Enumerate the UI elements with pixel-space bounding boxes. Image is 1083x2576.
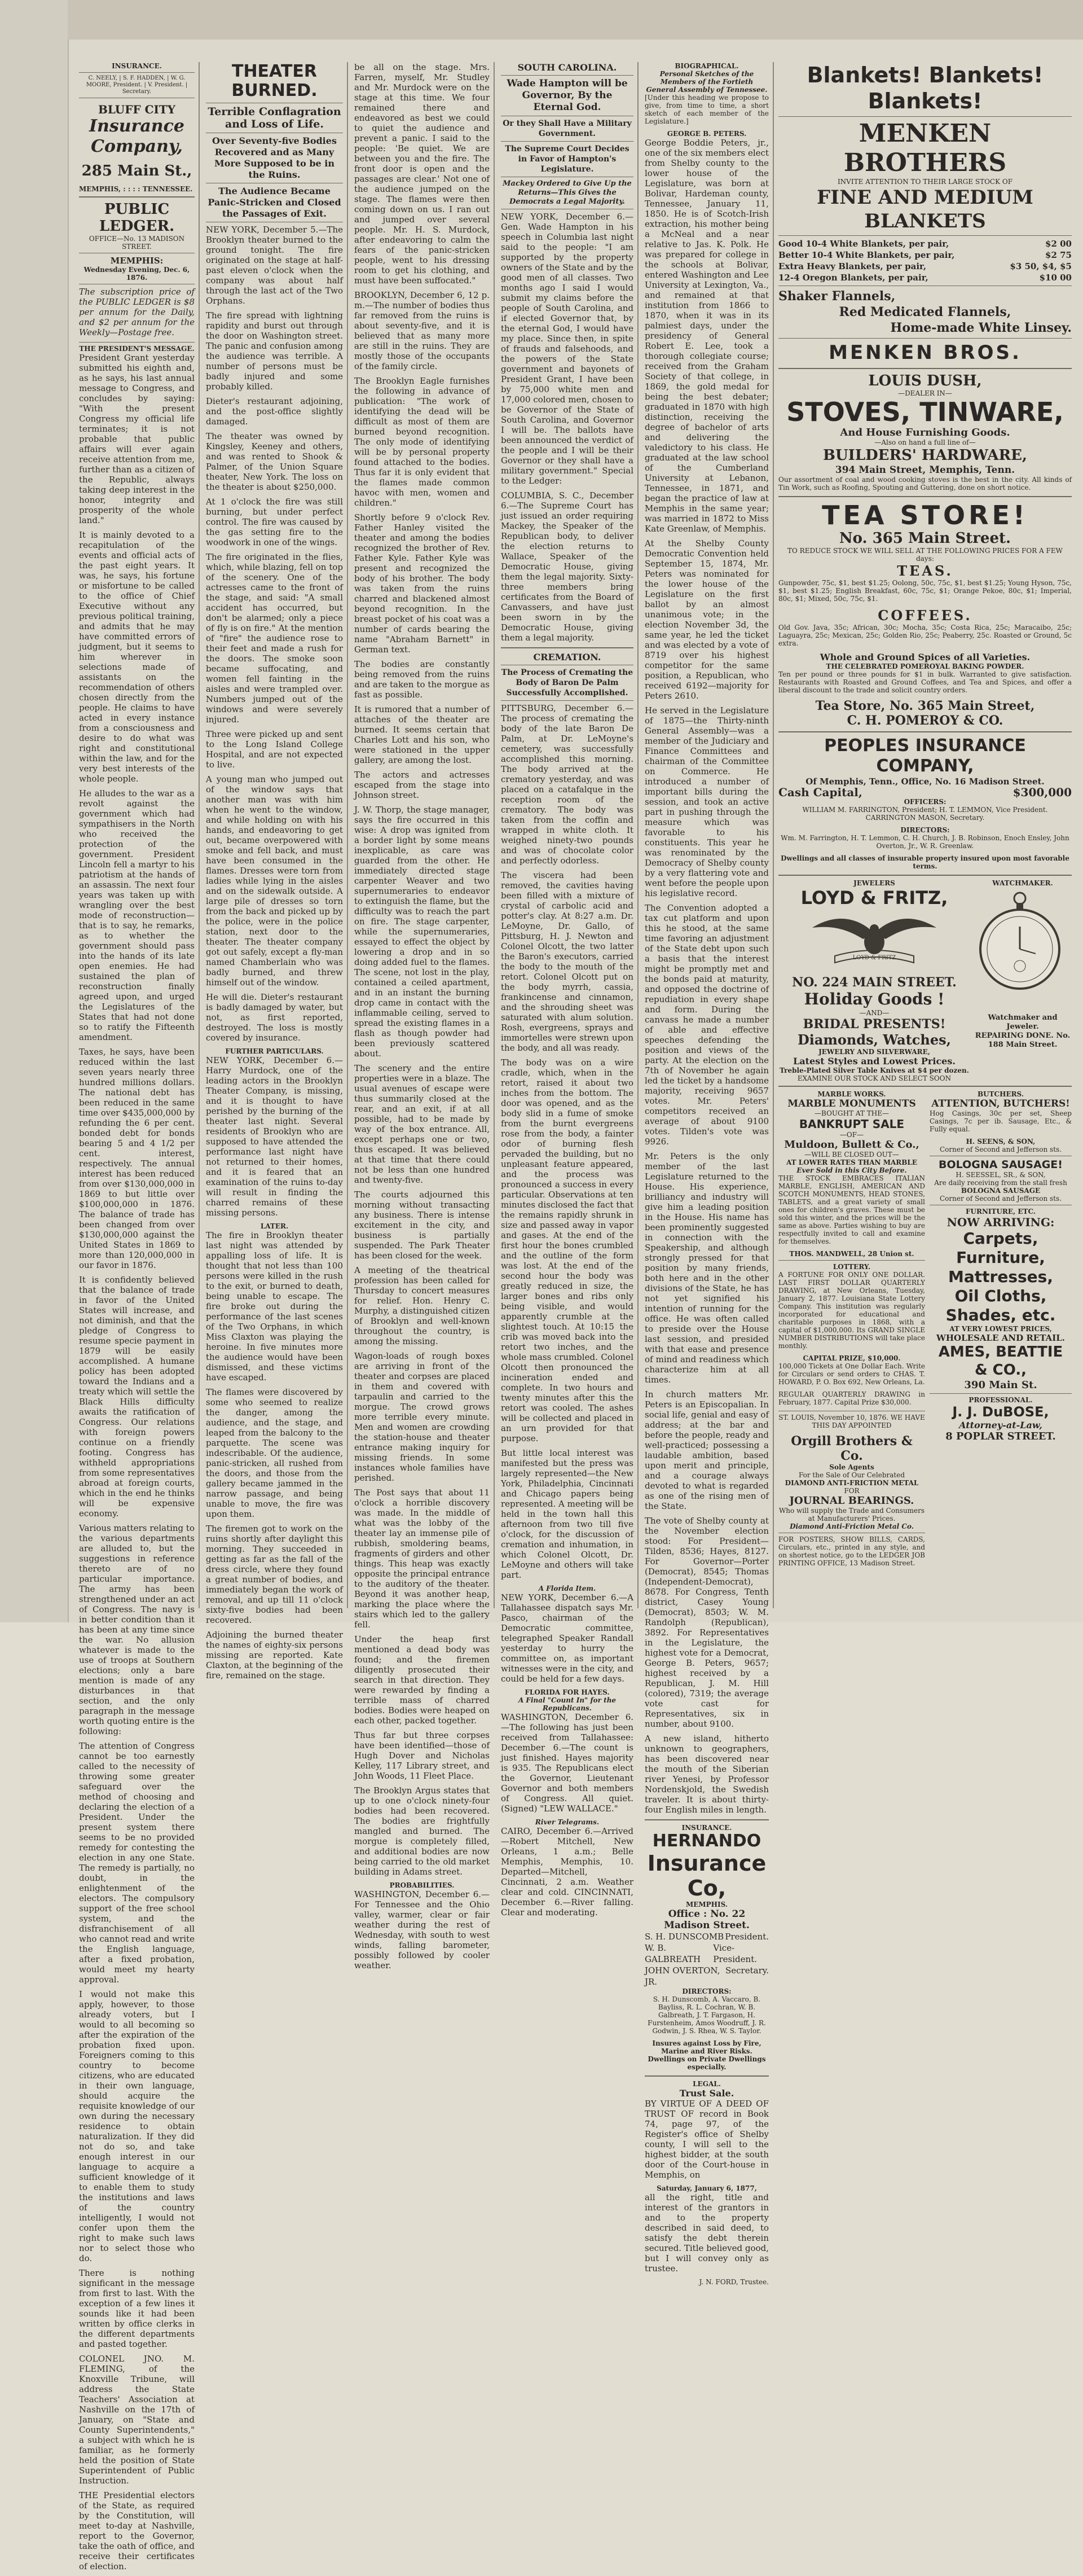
- deck: Or they Shall Have a Military Government.: [503, 119, 632, 138]
- subheading: FURTHER PARTICULARS.: [225, 1047, 324, 1055]
- column-rule: [347, 62, 348, 1608]
- price-row: Extra Heavy Blankets, per pair, $3 50, $4, $5: [778, 261, 1072, 271]
- paragraph: He alludes to the war as a revolt against the government which had sympathisers in the North who received the protection of the government. President Lincoln fell a martyr to his patriotism at the hands of an assassin. The next four years was taken up with wrangling over the best mode of reconstruction—that is to say, he remarks, as to whether the government should pass into the hands of its late open enemies. He had sustained the plan of reconstruction finally agreed upon, and urged the Legislatures of the States that had not done so to ratify the Fifteenth amendment.: [79, 788, 195, 1042]
- ad-category: BUTCHERS.: [978, 1090, 1024, 1098]
- ad-subhead: TEAS.: [897, 563, 953, 579]
- signature: J. N. FORD, Trustee.: [699, 2278, 769, 2286]
- company-line-2: Insurance Company,: [89, 116, 184, 156]
- paragraph: The courts adjourned this morning without transacting any business. There is intense excitement in the city, and business is partially suspended. The Park Theater has been closed for the week.: [354, 1190, 490, 1261]
- ad-line: Shaker Flannels,: [778, 289, 896, 304]
- ad-line: BRIDAL PRESENTS!: [803, 1017, 946, 1032]
- ad-address: Of Memphis, Tenn., Office, No. 16 Madison Street.: [805, 776, 1045, 787]
- paragraph: It is mainly devoted to a recapitulation of the events and official acts of the past eight years. It was, he says, his fortune or misfortune to be called to the office of Chief Executive without any previous political training, and admits that he may have committed errors of judgment, but it seems to him wherever in selections made of assistants on the recommendation of others chosen directly from the people. He claims to have acted in every instance from a consciousness and desire to do what was right and constitutional within the law, and for the very best interests of the whole people.: [79, 530, 195, 784]
- paragraph: Under the heap first mentioned a dead body was found; and the firemen diligently prosecuted their search in that direction. They were rewarded by finding a terrible mass of charred bodies. Bodies were heaped on each other, packed together.: [354, 1634, 490, 1726]
- paragraph: Three were picked up and sent to the Long Island College Hospital, and are not expected to live.: [206, 729, 343, 770]
- paragraph: At 1 o'clock the fire was still burning, but under perfect control. The fire was caused by the gas setting fire to the woodwork in one of the wings.: [206, 497, 343, 547]
- paragraph: WASHINGTON, December 6.—The following has just been received from Tallahassee: December 6.—The count is just finished. Hayes majority is 935. The Republicans elect the Governor, Lieutenant Governor and both members of Congress. All quiet. (Signed) "LEW WALLACE.": [501, 1712, 633, 1814]
- ad-line: JOURNAL BEARINGS.: [789, 1495, 914, 1507]
- loyd-fritz-ad: [778, 879, 970, 1082]
- ad-line: INVITE ATTENTION TO THEIR LARGE STOCK OF: [837, 178, 1013, 186]
- column-4: [501, 62, 633, 1917]
- paragraph: NEW YORK, December 6.—Gen. Wade Hampton in his speech in Columbia last night said to the people: "I am supported by the property owners of the State and by the good men of all classes. Two months ago I said I would submit my claims before the people of South Carolina, and if elected Governor that, by the eternal God, I would have my place. Since then, in spite of frauds and falsehoods, and the powers of the State government and bayonets of President Grant, I have been by 75,000 white men and 17,000 colored men, chosen to be Governor of the State of South Carolina, and Governor I will be. The ballots have been announced the verdict of the people and I will be their Governor or they shall have a military government." Special to the Ledger:: [501, 212, 633, 486]
- ad-category: PROFESSIONAL.: [968, 1396, 1033, 1404]
- ad-line: ATTENTION, BUTCHERS!: [931, 1098, 1070, 1109]
- subscription-note: The subscription price of the PUBLIC LEDGER is $8 per annum for the Daily, and $2 per annum for the Weekly—Postage free.: [79, 287, 195, 337]
- ad-line: EXAMINE OUR STOCK AND SELECT SOON: [797, 1074, 952, 1082]
- paragraph: Taxes, he says, have been reduced within the last seven years nearly three hundred millions dollars. The national debt has been reduced in the same time over $435,000,000 by refunding the 6 per cent. bonded debt for bonds bearing 5 and 4 1/2 per cent. interest, respectively. The annual interest has been reduced from over $130,000,000 in 1869 to but little over $100,000,000 in 1876. The balance of trade has been changed from over $130,000,000 against the United States in 1869 to more than 120,000,000 in our favor in 1876.: [79, 1047, 195, 1270]
- ad-subhead: COFFEES.: [878, 607, 972, 624]
- paragraph: Thus far but three corpses have been identified—those of Hugh Dover and Nicholas Kelley, 117 Library street, and John Woods, 11 Fleet Place.: [354, 1730, 490, 1781]
- lower-ads-right: [930, 1090, 1072, 1572]
- ad-note: 100,000 Tickets at One Dollar Each. Write for Circulars or send orders to CHAS. T. HOWARD, P. O. Box 692, New Orleans, La.: [778, 1362, 925, 1386]
- ad-address: THOS. MANDWELL, 28 Union st.: [789, 1250, 914, 1258]
- ad-merchant: MENKEN BROTHERS: [843, 119, 1007, 177]
- subheading: River Telegrams.: [535, 1818, 600, 1826]
- headline: THEATER BURNED.: [231, 62, 318, 100]
- subheading: A Florida Item.: [538, 1585, 596, 1592]
- paragraph: The Brooklyn Eagle furnishes the following in advance of publication: "The work of identifying the dead will be difficult as most of them are burned beyond recognition. The only mode of identifying will be by personal property found attached to the bodies. Thus far it is only evident that the flames made common havoc with men, women and children.": [354, 376, 490, 508]
- ad-note: Old Gov. Java, 35c; African, 30c; Mocha, 35c; Costa Rica, 25c; Maracaibo, 25c; Laguayra, 25c; Mexican, 25c; Golden Rio, 25c; Peaberry, 25c. Roasted or Ground, 5c extra.: [778, 624, 1072, 647]
- paragraph: The Brooklyn Argus states that up to one o'clock ninety-four bodies had been recovered. The bodies are frightfully mangled and burned. The morgue is completely filled, and additional bodies are now being carried to the old market building in Adams street.: [354, 1785, 490, 1877]
- column-rule: [494, 62, 495, 1608]
- ad-line: Oil Cloths,: [954, 1287, 1047, 1305]
- paragraph: Dieter's restaurant adjoining, and the post-office slightly damaged.: [206, 396, 343, 427]
- paragraph: It is rumored that a number of attaches of the theater are burned. It seems certain that Charles Lott and his son, who were stationed in the upper gallery, are among the lost.: [354, 704, 490, 765]
- ad-line: THE CELEBRATED POMEROYAL BAKING POWDER.: [826, 662, 1024, 670]
- ad-line: TO REDUCE STOCK WE WILL SELL AT THE FOLLOWING PRICES FOR A FEW days:: [787, 547, 1063, 563]
- ad-line: Treble-Plated Silver Table Knives at $4 per dozen.: [780, 1067, 969, 1074]
- watchmaker-line: Watchmaker and Jeweler.: [988, 1013, 1058, 1031]
- dateline-city: MEMPHIS:: [110, 256, 164, 266]
- paragraph: Adjoining the burned theater the names of eighty-six persons missing are reported. Kate Claxton, at the beginning of the fire, remained on the stage.: [206, 1630, 343, 1680]
- paragraph: President Grant yesterday submitted his eighth and, as he says, his last annual message to Congress, and concludes by saying: "With the present Congress my official life terminates; it is not probable that public affairs will ever again receive attention from me, further than as a citizen of the Republic, always taking deep interest in the honor, integrity and prosperity of the whole land.": [79, 353, 195, 525]
- company-city: MEMPHIS, : : : : TENNESSEE.: [79, 185, 193, 193]
- ad-line: FOR: [844, 1487, 860, 1495]
- ad-line: Red Medicated Flannels,: [839, 305, 1011, 319]
- ad-address: Corner of Second and Jefferson sts.: [939, 1195, 1062, 1203]
- officer-row: JOHN OVERTON, JR. Secretary.: [645, 1965, 769, 1987]
- ad-merchant: MENKEN BROS.: [829, 341, 1022, 364]
- ad-category: FURNITURE, ETC.: [965, 1208, 1036, 1215]
- column-rule: [637, 62, 639, 1608]
- paragraph: PITTSBURG, December 6.—The process of cremating the body of the late Baron De Palm, at Dr. LeMoyne's cemetery, was successfully accomplished this morning. The body arrived at the crematory yesterday, and was placed on a catafalque in the reception room of the crematory. The body was taken from the coffin and wrapped in white cloth. It weighed ninety-two pounds and was of chocolate color and perfectly odorless.: [501, 703, 633, 866]
- deck: The Process of Cremating the Body of Baron De Palm Successfully Accomplished.: [501, 668, 633, 697]
- paragraph: Shortly before 9 o'clock Rev. Father Hanley visited the theater and among the bodies recognized the brother of Rev. Father Kyle. Father Kyle was present and recognized the body of his brother. The body was taken from the ruins charred and blackened almost beyond recognition. In the breast pocket of his coat was a number of cards bearing the name "Abraham Barnett" in German text.: [354, 512, 490, 655]
- insurer-name: HERNANDO: [652, 1831, 761, 1851]
- paragraph: The actors and actresses escaped from the stage into Johnson street.: [354, 770, 490, 800]
- ad-line: —WILL BE CLOSED OUT—: [804, 1151, 899, 1158]
- deck: The Audience Became Panic-Stricken and Closed the Passages of Exit.: [208, 186, 341, 219]
- ad-address: NO. 224 MAIN STREET.: [792, 975, 957, 990]
- officers-line: C. NEELY, | S. F. HADDEN, | W. G. MOORE, President. | V. President. | Secretary.: [86, 75, 188, 95]
- deck: Mackey Ordered to Give Up the Returns—This Gives the Democrats a Legal Majority.: [503, 179, 632, 206]
- ad-line: BUILDERS' HARDWARE,: [823, 447, 1027, 464]
- ad-line: NOW ARRIVING:: [946, 1215, 1055, 1229]
- paragraph: I would not make this apply, however, to those already voters, but I would to all becoming so after the expiration of the probation fixed upon. Foreigners coming to this country to become citizens, who are educated in their own language, should acquire the requisite knowledge of our own during the necessary residence to obtain naturalization. If they did not do so, and take enough interest in our language to acquire a sufficient knowledge of it to enable them to study the institutions and laws of the country intelligently, I would not confer upon them the right to make such laws nor to select those who do.: [79, 1989, 195, 2263]
- paragraph: The vote of Shelby county at the November election stood: For President—Tilden, 8536; Hayes, 8127. For Governor—Porter (Democrat), 8545; Thomas (Independent-Democrat), 8678. For Congress, Tenth district, Casey Young (Democrat), 8503; W. M. Randolph (Republican), 3892. For Representatives in the Legislature, the highest vote for a Democrat, George B. Peters, 9657; highest received by a Republican, J. M. Hill (colored), 7319; the average vote cast for Representatives, six in number, about 9100.: [645, 1516, 769, 1729]
- ad-note: Gunpowder, 75c, $1, best $1.25; Oolong, 50c, 75c, $1, best $1.25; Young Hyson, 75c, $1, best $1.25; English Breakfast, 60c, 75c, $1; Orange Pekoe, 80c, $1; Imperial, 80c, $1; Mixed, 50c, 75c, $1.: [778, 579, 1072, 603]
- subheading: PROBABILITIES.: [389, 1881, 455, 1889]
- ad-category: MARBLE WORKS.: [817, 1090, 886, 1098]
- paragraph: all the right, title and interest of the grantors in and to the property described in said deed, to satisfy the debt therein secured. Title believed good, but I will convey only as trustee.: [645, 2192, 769, 2274]
- ad-category: WATCHMAKER.: [992, 879, 1053, 887]
- paragraph: The scenery and the entire properties were in a blaze. The usual avenues of escape were thus summarily closed at the rear, and an exit, if at all possible, had to be made by way of the box entrance. All, except perhaps one or two, thus escaped. It was believed at that time that there could not be less than one hundred and twenty-five.: [354, 1063, 490, 1185]
- ad-merchant: J. J. DuBOSE,: [952, 1404, 1049, 1420]
- page-top-edge: [68, 0, 1083, 40]
- column-6-ads: [778, 62, 1072, 1608]
- ad-line: JEWELRY AND SILVERWARE,: [818, 1048, 930, 1056]
- ad-note: ST. LOUIS, November 10, 1876. WE HAVE THIS DAY APPOINTED: [778, 1414, 925, 1429]
- ad-line: Attorney-at-Law,: [959, 1420, 1042, 1430]
- company-line-1: BLUFF CITY: [98, 103, 176, 116]
- deck: Terrible Conflagration and Loss of Life.: [208, 106, 341, 130]
- ad-category: LOTTERY.: [833, 1263, 871, 1271]
- ad-note: FOR POSTERS, SHOW BILLS, CARDS, Circulars, etc., printed in any style, and on shortest notice, go to the LEDGER JOB PRINTING OFFICE, 13 Madison Street.: [778, 1535, 925, 1567]
- ad-note: Dwellings and all classes of insurable property insured upon most favorable terms.: [781, 854, 1069, 870]
- paragraph: be all on the stage. Mrs. Farren, myself, Mr. Studley and Mr. Murdock were on the stage at this time. We four remained there and endeavored as best we could to quiet the audience and prevent a panic. I said to the people: 'Be quiet. We are between you and the fire. The front door is open and the passages are clear.' Not one of the audience jumped on the stage. The flames were then coming down on us. I ran out and jumped over several people. Mr. H. S. Murdock, after endeavoring to calm the fears of the panic-stricken people, went to his dressing room to get his clothing, and must have been suffocated.": [354, 62, 490, 286]
- column-5: [645, 62, 769, 2286]
- insurer-office: Office : No. 22 Madison Street.: [664, 1908, 750, 1931]
- paragraph: COLONEL JNO. M. FLEMING, of the Knoxville Tribune, will address the State Teachers' Association at Nashville on the 17th of January, on "State and County Superintendents," a subject with which he is familiar, as he formerly held the position of State Superintendent of Public Instruction.: [79, 2354, 195, 2486]
- ad-line: AT VERY LOWEST PRICES,: [949, 1325, 1052, 1333]
- paragraph: The Convention adopted a tax cut platform and upon this he stood, at the same time favoring an adjustment of the State debt upon such a basis that the interest might be promptly met and the bonds paid at maturity, and opposed the doctrine of repudiation in every shape and form. During the canvass he made a number of able and effective speeches defending the position and views of the party. At the election on the 7th of November he again led the ticket by a handsome majority, receiving 9657 votes. Mr. Peters' competitors received an average of about 9100 votes. Tilden's vote was 9926.: [645, 903, 769, 1147]
- paragraph: He will die. Dieter's restaurant is badly damaged by water, but not, as first reported, destroyed. The loss is mostly covered by insurance.: [206, 992, 343, 1043]
- column-2: [206, 62, 343, 1680]
- ad-line: BANKRUPT SALE: [799, 1117, 905, 1131]
- paragraph: George Boddie Peters, jr., one of the six members elect from Shelby county to the lower house of the Legislature, was born at Bolivar, Hardeman county, Tennessee, January 11, 1850. He is of Scotch-Irish extraction, his mother being a McNeal and a near relative to Jas. K. Polk. He was prepared for college in the schools at Bolivar, entered Washington and Lee University at Lexington, Va., and remained at that institution from 1866 to 1870, when it was in its palmiest days, under the presidency of General Robert E. Lee, took a thorough collegiate course; received from the Graham Society of that college, in 1869, the gold medal for being the best debater; graduated in 1870 with high distinction, receiving the degree of bachelor of arts and delivering the valedictory to his class. He graduated at the law school of the Cumberland University at Lebanon, Tennessee, in 1871, and began the practice of law at Memphis in the same year; was married in 1872 to Miss Kate Greenlaw, of Memphis.: [645, 138, 769, 534]
- watch-icon: [975, 887, 1065, 1011]
- article-heading: BIOGRAPHICAL.: [675, 62, 739, 70]
- ad-note: REGULAR QUARTERLY DRAWING in February, 1877. Capital Prize $30,000.: [778, 1390, 925, 1406]
- lower-ads-left: [778, 1090, 925, 1572]
- section-label: LEGAL.: [693, 2080, 721, 2088]
- article-heading: THE PRESIDENT'S MESSAGE.: [79, 345, 195, 353]
- ad-line: Furniture,: [956, 1248, 1045, 1267]
- column-rule: [773, 62, 774, 1608]
- price-row: 12-4 Oregon Blankets, per pair, $10 00: [778, 273, 1072, 283]
- ad-subhead: DIRECTORS:: [900, 826, 950, 834]
- subheading: DIRECTORS:: [682, 1987, 732, 1995]
- paragraph: NEW YORK, December 5.—The Brooklyn theater burned to the ground tonight. The fire originated on the stage at half-past eleven o'clock when the company was about half through the last act of the Two Orphans.: [206, 225, 343, 306]
- ad-address: 394 Main Street, Memphis, Tenn.: [835, 464, 1015, 476]
- ad-address: No. 365 Main Street.: [839, 530, 1011, 547]
- page-gutter: [0, 0, 69, 1622]
- ad-headline: Blankets! Blankets! Blankets!: [807, 63, 1044, 113]
- price-row: Better 10-4 White Blankets, per pair, $2 75: [778, 250, 1072, 260]
- paragraph: Wagon-loads of rough boxes are arriving in front of the theater and corpses are placed in them and covered with tarpaulin and carried to the morgue. The crowd grows more terrible every minute. Men and women are crowding the station-house and theater entrance making inquiry for missing friends. In some instances whole families have perished.: [354, 1351, 490, 1483]
- ad-line: Latest Styles and Lowest Prices.: [793, 1056, 956, 1067]
- capital-row: Cash Capital, $300,000: [778, 785, 1072, 799]
- ad-line: DIAMOND ANTI-FRICTION METAL: [785, 1479, 919, 1487]
- paragraph: It is confidently believed that the balance of trade in favor of the United States will increase, and not diminish, and that the pledge of Congress to resume specie payment in 1879 will be easily accomplished. A humane policy has been adopted toward the Indians and a treaty which will settle the Black Hills difficulty awaits the ratification of Congress. Our relations with foreign powers continue on a friendly footing. Congress has withheld appropriations from some representatives abroad at foreign courts, which in the end he thinks will be expensive economy.: [79, 1275, 195, 1519]
- ad-note: Ten per pound or three pounds for $1 in bulk. Warranted to give satisfaction. Restaurants with Roasted and Ground Coffees, and Tea and Spices, and offer a liberal discount to the trade and solicit country orders.: [778, 670, 1072, 694]
- paragraph: The viscera had been removed, the cavities having been filled with a mixture of crystal of carbolic acid and potter's clay. At 8:27 a.m. Dr. LeMoyne, Dr. Gallo, of Pittsburg, H. J. Newton and Colonel Olcott, the two latter the Baron's executors, carried the body to the mouth of the retort. Colonel Olcott put on the body myrrh, cassia, frankincense and cinnamon, and the shrouding sheet was saturated with alum solution. Rosh, evergreens, sprays and immortelles were strewn upon the body, and all was ready.: [501, 870, 633, 1053]
- office-line: OFFICE—No. 13 MADISON STREET.: [89, 235, 185, 251]
- deck: The Supreme Court Decides in Favor of Hampton's Legislature.: [505, 144, 629, 174]
- insurer-city: MEMPHIS.: [685, 1901, 728, 1908]
- dateline-date: Wednesday Evening, Dec. 6, 1876.: [83, 266, 190, 282]
- ad-address: 8 POPLAR STREET.: [945, 1430, 1056, 1442]
- ad-merchant: LOUIS DUSH,: [868, 372, 982, 389]
- ad-line: Holiday Goods !: [804, 990, 945, 1008]
- paragraph: Mr. Peters is the only member of the last Legislature returned to the House. His experience, brilliancy and industry will give him a leading position in the House. His name has been prominently suggested in connection with the Speakership, and although strongly pressed for that position by many friends, both here and in the other divisions of the State, he has not yet signified his intention of running for the office. He was often called to preside over the House last session, and presided with that ease and presence of mind and readiness which characterize him at all times.: [645, 1151, 769, 1385]
- paragraph: NEW YORK, December 6.—Harry Murdock, one of the leading actors in the Brooklyn Theater Company, is missing, and it is thought to have perished by the burning of the theater last night. Several residents of Brooklyn who are supposed to have attended the performance last night have not returned to their homes, and it is feared that an examination of the ruins to-day will result in finding the charred remains of these missing persons.: [206, 1055, 343, 1218]
- repairing-line: REPAIRING DONE. No. 188 Main Street.: [975, 1032, 1071, 1049]
- ad-line: —AND—: [859, 1009, 890, 1017]
- paragraph: A meeting of the theatrical profession has been called for Thursday to concert measures for relief. Hon. Henry C. Murphy, a distinguished citizen of Brooklyn and well-known throughout the country, is among the missing.: [354, 1265, 490, 1346]
- paragraph: The attention of Congress cannot be too earnestly called to the necessity of throwing some greater safeguard over the method of choosing and declaring the election of a President. Under the present system there seems to be no provided remedy for contesting the election in any one State. The remedy is partially, no doubt, in the enlightenment of the electors. The compulsory support of the free school system, and the disfranchisement of all who cannot read and write the English language, after a fixed probation, would meet my hearty approval.: [79, 1741, 195, 1985]
- paragraph: He served in the Legislature of 1875—the Thirty-ninth General Assembly—was a member of the Judiciary and Finance Committees and chairman of the Committee on Commerce. He introduced a number of important bills during the session, and took an active part in pushing through the measure which was favorable to his constituents. This year he was renominated by the Democracy of Shelby county by a very flattering vote and went before the people upon his legislative record.: [645, 705, 769, 898]
- ad-address: Corner of Second and Jefferson sts.: [939, 1146, 1062, 1153]
- ad-line: —OF—: [839, 1131, 864, 1139]
- paragraph: Various matters relating to the various departments are alluded to, but the suggestions in reference thereto are of no particular importance. The army has been strengthened under an act of Congress. The navy is in better condition than it has been at any time since the war. No allusion whatever is made to the use of troops at Southern elections; only a bare mention is made of any disturbances in that section, and the only paragraph in the message worth quoting entire is the following:: [79, 1523, 195, 1736]
- ad-line: Carpets,: [963, 1229, 1038, 1248]
- paragraph: A young man who jumped out of the window says that another man was with him when he went to the window, and while holding on with his hands, and endeavoring to get out, became overpowered with smoke and fell back, and must have been consumed in the flames. Dresses were torn from ladies while lying in the aisles and on the sidewalk outside. A large pile of dresses so torn from the back and picked up by the police, were in the police station, next door to the theater. The theater company got out safely, except a fly-man named Chamberlain who was badly burned, and threw himself out of the window.: [206, 774, 343, 988]
- directors-list: S. H. Dunscomb, A. Vaccaro, B. Bayliss, R. L. Cochran, W. B. Galbreath, J. T. Fargason, H. Furstenheim, Amos Woodruff, J. R. Godwin, J. S. Rhea, W. S. Taylor.: [648, 1995, 766, 2035]
- ad-merchant: C. H. POMEROY & CO.: [847, 713, 1003, 728]
- paragraph: THE Presidential electors of the State, as required by the Constitution, will meet to-day at Nashville, report to the Governor, take the oath of office, and receive their certificates of election.: [79, 2490, 195, 2571]
- ad-address: Tea Store, No. 365 Main Street,: [815, 699, 1035, 713]
- deck: A Final "Count In" for the Republicans.: [518, 1696, 617, 1712]
- ad-line: AT LOWER RATES THAN MARBLE: [786, 1158, 917, 1166]
- column-3: [354, 62, 490, 1971]
- section-label: INSURANCE.: [681, 1824, 732, 1832]
- article-heading: CREMATION.: [533, 652, 601, 662]
- ad-headline: TEA STORE!: [822, 500, 1028, 530]
- price-row: Good 10-4 White Blankets, per pair, $2 00: [778, 239, 1072, 249]
- ad-line: Whole and Ground Spices of all Varieties.: [820, 652, 1031, 662]
- ad-note: Wm. M. Farrington, H. T. Lemmon, C. H. Church, J. B. Robinson, Enoch Ensley, John Overton, Jr., W. R. Greenlaw.: [781, 834, 1069, 850]
- article-heading: SOUTH CAROLINA.: [517, 62, 617, 73]
- paragraph: COLUMBIA, S. C., December 6.—The Supreme Court has just issued an order requiring Mackey, the Speaker of the Republican body, to deliver the election returns to Wallace, Speaker of the Democratic House, giving them the legal majority. Sixty-three members bring certificates from the Board of Canvassers, and have just been sworn in by the Democratic House, giving them a legal majority.: [501, 490, 633, 643]
- paper-name: PUBLIC LEDGER.: [99, 201, 175, 235]
- deck: Over Seventy-five Bodies Recovered and as Many More Supposed to be in the Ruins.: [212, 135, 337, 180]
- ad-line: Shades, etc.: [945, 1306, 1056, 1324]
- ad-line: FINE AND MEDIUM BLANKETS: [817, 186, 1033, 232]
- ad-merchant: AMES, BEATTIE & CO.,: [938, 1344, 1063, 1379]
- paragraph: The bodies are constantly being removed from the ruins and are taken to the morgue as fast as possible.: [354, 659, 490, 700]
- ad-note: THE STOCK EMBRACES ITALIAN MARBLE, ENGLISH, AMERICAN AND SCOTCH MONUMENTS, HEAD STONES, TABLETS, and a great variety of small ones for children's graves. These must be sold this winter, and the prices will be the same as above. Parties wishing to buy are respectfully invited to call and examine for themselves.: [778, 1174, 925, 1245]
- insurer-note: Insures against Loss by Fire, Marine and River Risks. Dwellings on Private Dwellings especially.: [648, 2039, 766, 2071]
- ad-line: —BOUGHT AT THE—: [815, 1109, 889, 1117]
- ad-merchant: H. SEENS, & SON,: [966, 1138, 1036, 1146]
- paragraph: CAIRO, December 6.—Arrived—Robert Mitchell, New Orleans, 1 a.m.; Belle Memphis, Memphis, 10. Departed—Mitchell, Cincinnati, 2 a.m. Weather clear and cold. CINCINNATI, December 6.—River falling. Clear and moderating.: [501, 1826, 633, 1917]
- ad-line: BOLOGNA SAUSAGE: [961, 1187, 1041, 1195]
- ad-note: A FORTUNE FOR ONLY ONE DOLLAR. LAST FIRST DOLLAR QUARTERLY DRAWING, at New Orleans, Tuesday, January 2, 1877. Louisiana State Lottery Company. This institution was regularly incorporated for educational and charitable purposes in 1868, with a capital of $1,000,000. Its GRAND SINGLE NUMBER DISTRIBUTIONS will take place monthly.: [778, 1271, 925, 1350]
- eagle-ribbon-text: LOYD & FRITZ: [852, 955, 896, 961]
- paragraph: BROOKLYN, December 6, 12 p. m.—The number of bodies thus far removed from the ruins is about seventy-five, and it is believed that as many more are still in the ruins. They are mostly those of the occupants of the family circle.: [354, 290, 490, 371]
- ad-merchant: LOYD & FRITZ,: [800, 887, 948, 909]
- ad-merchant: Muldoon, Bullett & Co.,: [784, 1139, 919, 1151]
- ad-line: And House Furnishing Goods.: [840, 427, 1010, 438]
- subheading: LATER.: [260, 1222, 289, 1230]
- ad-line: Are daily receiving from the stall fresh: [934, 1179, 1067, 1187]
- officer-row: S. H. DUNSCOMB President.: [645, 1932, 769, 1942]
- ad-note: Hog Casings, 30c per set, Sheep Casings, 7c per ib. Sausage, Etc., & Fully equal.: [930, 1109, 1072, 1133]
- ad-line: Sole Agents: [829, 1463, 874, 1471]
- ad-line: BOLOGNA SAUSAGE!: [939, 1158, 1063, 1171]
- ad-line: Diamond Anti-Friction Metal Co.: [790, 1522, 914, 1530]
- ad-line: Mattresses,: [948, 1267, 1053, 1286]
- ad-merchant: PEOPLES INSURANCE COMPANY,: [824, 736, 1026, 776]
- paragraph: [Under this heading we propose to give, from time to time, a short sketch of each member of the Legislature.]: [645, 94, 769, 125]
- paragraph: The flames were discovered by some who seemed to realize the danger, among the audience, and the stage, and leaped from the balcony to the parquette. The scene was indescribable. Of the audience, panic-stricken, all rushed from the doors, and those from the gallery became jammed in the narrow passage, and being unable to move, the fire was upon them.: [206, 1387, 343, 1519]
- ad-line: —Also on hand a full line of—: [874, 438, 976, 446]
- ad-line: WHOLESALE AND RETAIL.: [936, 1333, 1065, 1343]
- paragraph: J. W. Thorp, the stage manager, says the fire occurred in this wise: A drop was ignited from a border light by some means inexplicable, as care was guarded from the other. He immediately directed stage carpenter Weaver and two supernumeraries to endeavor to extinguish the flame, but the difficulty was to reach the part on fire. The stage carpenter, while the supernumeraries, essayed to effect the object by lowering a drop and in so doing added fuel to the flames. The scene, not lost in the play, contained a ceiled apartment, and in an instant the burning drop came in contact with the inflammable ceiling, served to spread the existing flames in a flash as though powder had been previously scattered about.: [354, 805, 490, 1059]
- ad-category: JEWELERS: [853, 879, 895, 887]
- lower-ads: [778, 1090, 1072, 1572]
- ad-line: Diamonds, Watches,: [797, 1032, 952, 1048]
- column-1: [79, 62, 195, 2576]
- deck: Personal Sketches of the Members of the Fortieth General Assembly of Tennessee.: [646, 70, 768, 94]
- paragraph: The fire spread with lightning rapidity and burst out through the door on Washington street. The panic and confusion among the audience was terrible. A number of persons must be badly injured and some probably killed.: [206, 310, 343, 392]
- watchmaker-ad: [975, 879, 1071, 1082]
- ad-merchant: H. SEESSEL, SR., & SON,: [956, 1171, 1046, 1179]
- insurance-label: INSURANCE.: [112, 62, 162, 70]
- paragraph: In church matters Mr. Peters is an Episcopalian. In social life, genial and easy of address; at the bar and before the people, ready and well-practiced; possessing a laudable ambition, based upon merit and principle, and a courage always devoted to what is regarded as one of the rising men of the State.: [645, 1389, 769, 1511]
- column-rule: [199, 62, 200, 1608]
- company-address: 285 Main St.,: [81, 163, 192, 179]
- sale-date: Saturday, January 6, 1877,: [657, 2184, 757, 2192]
- ad-subhead: OFFICERS:: [904, 798, 946, 806]
- ad-line: Ever Sold in this City Before.: [796, 1166, 907, 1174]
- paragraph: But little local interest was manifested but the press was largely represented—the New York, Philadelphia, Cincinnati and Chicago papers being represented. A meeting will be held in the town hall this afternoon from two till five o'clock, for the discussion of cremation and inhumation, in which Colonel Olcott, Dr. LeMoyne and others will take part.: [501, 1448, 633, 1580]
- paragraph: WASHINGTON, December 6.—For Tennessee and the Ohio valley, warmer, clear or fair weather during the rest of Wednesday, with south to west winds, falling barometer, possibly followed by cooler weather.: [354, 1889, 490, 1971]
- ad-line: For the Sale of Our Celebrated: [798, 1471, 905, 1479]
- ad-line: STOVES, TINWARE,: [786, 397, 1064, 427]
- ad-address: 390 Main St.: [964, 1379, 1037, 1391]
- paragraph: There is nothing significant in the message from first to last. With the exception of a few lines it sounds like it had been written by office clerks in the different departments and pasted together.: [79, 2268, 195, 2349]
- paragraph: The Post says that about 11 o'clock a horrible discovery was made. In the middle of what was the lobby of the theater lay an immense pile of rubbish, smoldering beams, fragments of girders and other things. This heap was exactly opposite the principal entrance to the auditory of the theater. Beyond it was another heap, marking the place where the stairs which led to the gallery fell.: [354, 1487, 490, 1630]
- subheading: FLORIDA FOR HAYES.: [525, 1688, 610, 1696]
- paragraph: A new island, hitherto unknown to geographers, has been discovered near the mouth of the Siberian river Yenesi, by Professor Nordenskjold, the Swedish traveler. It is about thirty-four English miles in length.: [645, 1734, 769, 1815]
- paragraph: The theater was owned by Kingsley, Keeney and others, and was rented to Shook & Palmer, of the Union Square theater, New York. The loss on the theater is about $250,000.: [206, 431, 343, 492]
- paragraph: The fire originated in the flies, which, while blazing, fell on top of the scenery. One of the actresses came to the front of the stage, and said: "A small accident has occurred, but don't be alarmed; only a piece of fly is on fire." At the mention of "fire" the audience rose to their feet and made a rush for the doors. The smoke soon became suffocating, and women fell fainting in the aisles and were trampled over. Numbers jumped out of the windows and were severely injured.: [206, 552, 343, 725]
- paragraph: NEW YORK, December 6.—A Tallahassee dispatch says Mr. Pasco, chairman of the Democratic committee, telegraphed Speaker Randall yesterday to hurry the committee on, as important witnesses were in the city, and could be held for a few days.: [501, 1592, 633, 1684]
- ad-note: Our assortment of coal and wood cooking stoves is the best in the city. All kinds of Tin Work, such as Roofing, Spouting and Guttering, done on short notice.: [778, 476, 1072, 491]
- subheading: GEORGE B. PETERS.: [667, 130, 747, 138]
- officer-row: W. B. GALBREATH Vice-President.: [645, 1943, 757, 1964]
- deck: Wade Hampton will be Governor, By the Eternal God.: [507, 78, 628, 113]
- ad-merchant: Orgill Brothers & Co.: [791, 1434, 913, 1463]
- ad-line: MARBLE MONUMENTS: [787, 1098, 916, 1109]
- ad-line: —DEALER IN—: [898, 389, 952, 397]
- insurer-name: Insurance Co,: [647, 1851, 767, 1901]
- eagle-icon: [801, 911, 948, 973]
- ad-note: WILLIAM M. FARRINGTON, President; H. T. LEMMON, Vice President. CARRINGTON MASON, Secretary.: [802, 806, 1048, 822]
- ad-line: Who will supply the Trade and Consumers at Manufacturers' Prices.: [778, 1507, 925, 1522]
- paragraph: BY VIRTUE OF A DEED OF TRUST OF record in Book 74, page 97, of the Register's office of Shelby county, I will sell to the highest bidder, at the south door of the Court-house in Memphis, on: [645, 2099, 769, 2180]
- ad-line: CAPITAL PRIZE, $10,000.: [803, 1354, 901, 1362]
- paragraph: The fire in Brooklyn theater last night was attended by appalling loss of life. It is thought that not less than 100 persons were killed in the rush to the exit, or burned to death, being unable to escape. The fire broke out during the performance of the last scenes of the Two Orphans, in which Miss Claxton was playing the heroine. In five minutes more the audience would have been dismissed, and these victims have escaped.: [206, 1230, 343, 1383]
- paragraph: At the Shelby County Democratic Convention held September 15, 1874, Mr. Peters was nominated for the lower house of the Legislature on the first ballot by an almost unanimous vote; in the election November 3d, the same year, he led the ticket and was elected by a vote of 8719 over his highest competitor for the same position, a Republican, who received 6192—majority for Peters 2610.: [645, 538, 769, 701]
- subheading: Trust Sale.: [679, 2088, 734, 2099]
- jeweler-block: [778, 879, 1072, 1082]
- ad-line: Home-made White Linsey.: [890, 321, 1072, 335]
- paragraph: The body was on a wire cradle, which, when in the retort, raised it about two inches from the bottom. The door was opened, and as the body slid in a fume of smoke from the burnt evergreens rose from the body, a fainter odor of burning flesh pervaded the building, but no unpleasant feature appeared, and the process was pronounced a success in every particular. Observations at ten minutes disclosed the fact that the remains rapidly shrunk in size and passed away in vapor and gases. At the end of the first hour the bones crumbled and the outline of the form was lost. At the end of the second hour the body was greatly reduced in size, the larger bones and ribs only being visible, and would apparently crumble at the slightest touch. At 10:15 the crib was moved back into the retort two inches, and the whole mass crumbled. Colonel Olcott then pronounced the incineration ended and complete. In two hours and twenty minutes after this the retort was cooled. The ashes will be collected and placed in an urn provided for that purpose.: [501, 1057, 633, 1443]
- paragraph: The firemen got to work on the ruins shortly after daylight this morning. They succeeded in getting as far as the fall of the dress circle, where they found a great number of bodies, and immediately began the work of removal, and up till 11 o'clock sixty-five bodies had been recovered.: [206, 1524, 343, 1625]
